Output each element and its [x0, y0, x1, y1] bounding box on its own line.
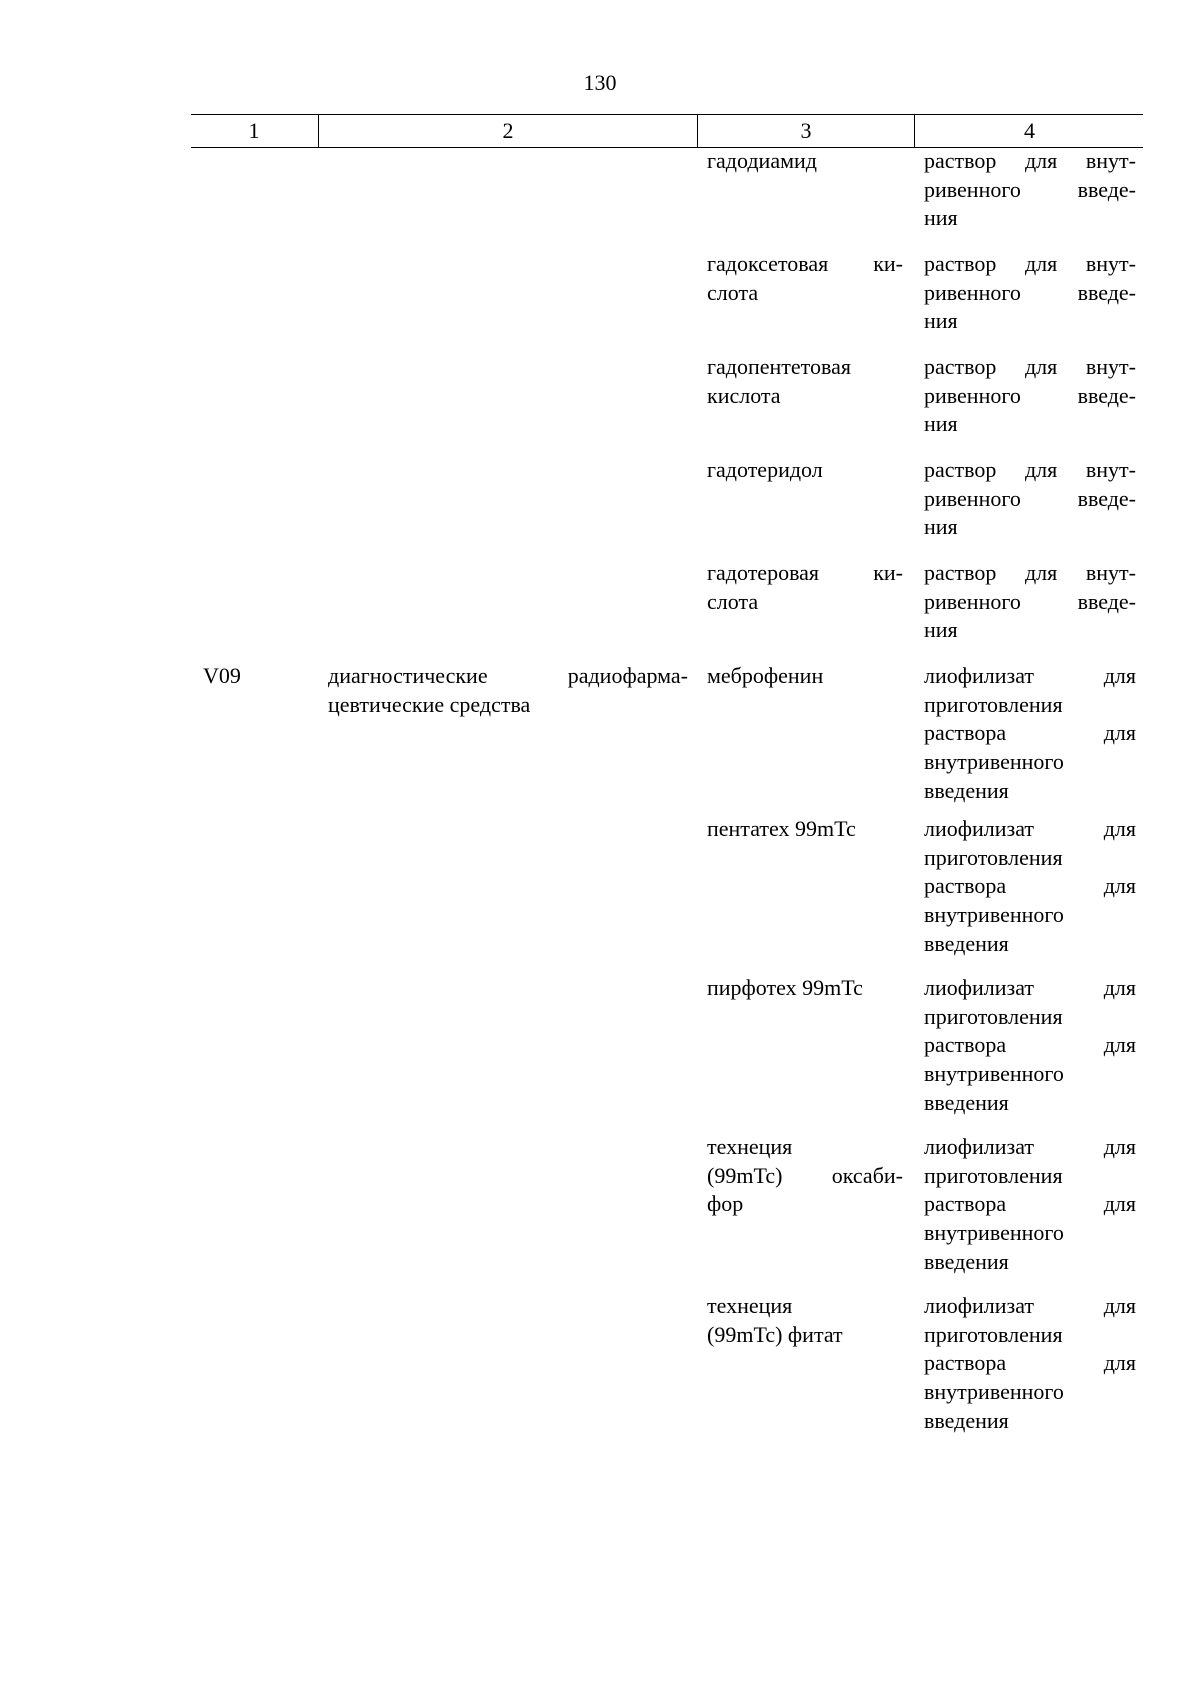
- cell-line: внутривенного: [924, 749, 1064, 775]
- table-body: [191, 147, 1143, 1451]
- table-row: [191, 456, 1143, 559]
- dosage-form-cell: [924, 815, 1136, 959]
- drug-name-cell: [707, 1292, 903, 1349]
- column-header-3: 3: [697, 115, 914, 147]
- cell-line: приготовления: [924, 1162, 1063, 1188]
- drug-name-cell: [707, 250, 903, 307]
- table-row: [191, 1292, 1143, 1451]
- cell-line: ния: [924, 411, 958, 437]
- cell-line: слота: [707, 279, 759, 305]
- cell-line: ривенного введе-: [924, 176, 1136, 202]
- cell-line: гадопентетовая: [707, 354, 851, 379]
- cell-line: (99mTc) фитат: [707, 1321, 843, 1347]
- cell-line: лиофилизат для: [924, 975, 1136, 1000]
- cell-line: раствора для: [924, 720, 1136, 746]
- cell-line: пирфотех 99mTc: [707, 975, 863, 1000]
- table-row: [191, 815, 1143, 974]
- cell-line: лиофилизат для: [924, 816, 1136, 841]
- cell-line: лиофилизат для: [924, 663, 1136, 688]
- cell-line: гадотеридол: [707, 457, 823, 482]
- cell-line: ривенного введе-: [924, 485, 1136, 511]
- cell-line: внутривенного: [924, 1220, 1064, 1246]
- group-name-cell: [328, 662, 688, 719]
- dosage-form-cell: [924, 1292, 1136, 1436]
- cell-line: ния: [924, 514, 958, 540]
- cell-line: (99mTc) оксаби-: [707, 1162, 903, 1188]
- dosage-form-cell: [924, 147, 1136, 233]
- table-header: [191, 114, 1143, 148]
- table-row: [191, 353, 1143, 456]
- cell-line: внутривенного: [924, 902, 1064, 928]
- drug-name-cell: [707, 147, 903, 176]
- table-row: [191, 662, 1143, 815]
- drug-name-cell: [707, 662, 903, 691]
- cell-line: внутривенного: [924, 1379, 1064, 1405]
- cell-line: гадодиамид: [707, 148, 817, 173]
- drug-name-cell: [707, 353, 903, 410]
- page-number: 130: [583, 70, 617, 95]
- cell-line: введения: [924, 1248, 1009, 1274]
- cell-line: цевтические средства: [328, 691, 531, 717]
- cell-line: кислота: [707, 382, 781, 408]
- table-row: [191, 250, 1143, 353]
- cell-line: лиофилизат для: [924, 1293, 1136, 1318]
- dosage-form-cell: [924, 559, 1136, 645]
- table-row: [191, 147, 1143, 250]
- cell-line: ния: [924, 617, 958, 643]
- cell-line: ривенного введе-: [924, 279, 1136, 305]
- cell-line: меброфенин: [707, 663, 824, 688]
- cell-line: введения: [924, 777, 1009, 803]
- drug-name-cell: [707, 1133, 903, 1219]
- column-header-2: 2: [318, 115, 697, 147]
- dosage-form-cell: [924, 662, 1136, 806]
- dosage-form-cell: [924, 353, 1136, 439]
- cell-line: раствора для: [924, 1350, 1136, 1376]
- drug-name-cell: [707, 456, 903, 485]
- cell-line: приготовления: [924, 1003, 1063, 1029]
- dosage-form-cell: [924, 1133, 1136, 1277]
- code-cell: [203, 662, 313, 691]
- drug-name-cell: [707, 815, 903, 844]
- cell-line: ривенного введе-: [924, 382, 1136, 408]
- cell-line: раствор для внут-: [924, 457, 1136, 482]
- drug-name-cell: [707, 974, 903, 1003]
- dosage-form-cell: [924, 456, 1136, 542]
- cell-line: гадоксетовая ки-: [707, 251, 903, 276]
- column-header-1: 1: [248, 118, 260, 143]
- cell-line: V09: [203, 663, 241, 688]
- cell-line: раствор для внут-: [924, 251, 1136, 276]
- cell-line: гадотеровая ки-: [707, 560, 903, 585]
- cell-line: раствора для: [924, 1032, 1136, 1058]
- cell-line: ривенного введе-: [924, 588, 1136, 614]
- cell-line: фор: [707, 1191, 744, 1217]
- cell-line: диагностические радиофарма-: [328, 663, 688, 688]
- table-row: [191, 974, 1143, 1133]
- cell-line: ния: [924, 205, 958, 231]
- dosage-form-cell: [924, 250, 1136, 336]
- cell-line: раствор для внут-: [924, 560, 1136, 585]
- cell-line: введения: [924, 1089, 1009, 1115]
- cell-line: раствора для: [924, 873, 1136, 899]
- cell-line: внутривенного: [924, 1061, 1064, 1087]
- cell-line: пентатех 99mTc: [707, 816, 856, 841]
- cell-line: лиофилизат для: [924, 1134, 1136, 1159]
- cell-line: технеция: [707, 1134, 793, 1159]
- cell-line: раствора для: [924, 1191, 1136, 1217]
- cell-line: приготовления: [924, 1321, 1063, 1347]
- dosage-form-cell: [924, 974, 1136, 1118]
- table-row: [191, 1133, 1143, 1292]
- drug-name-cell: [707, 559, 903, 616]
- cell-line: технеция: [707, 1293, 793, 1318]
- table-row: [191, 559, 1143, 662]
- cell-line: ния: [924, 308, 958, 334]
- cell-line: раствор для внут-: [924, 148, 1136, 173]
- cell-line: введения: [924, 1407, 1009, 1433]
- cell-line: введения: [924, 930, 1009, 956]
- cell-line: приготовления: [924, 691, 1063, 717]
- cell-line: приготовления: [924, 844, 1063, 870]
- column-header-4: 4: [914, 115, 1144, 147]
- cell-line: слота: [707, 588, 759, 614]
- cell-line: раствор для внут-: [924, 354, 1136, 379]
